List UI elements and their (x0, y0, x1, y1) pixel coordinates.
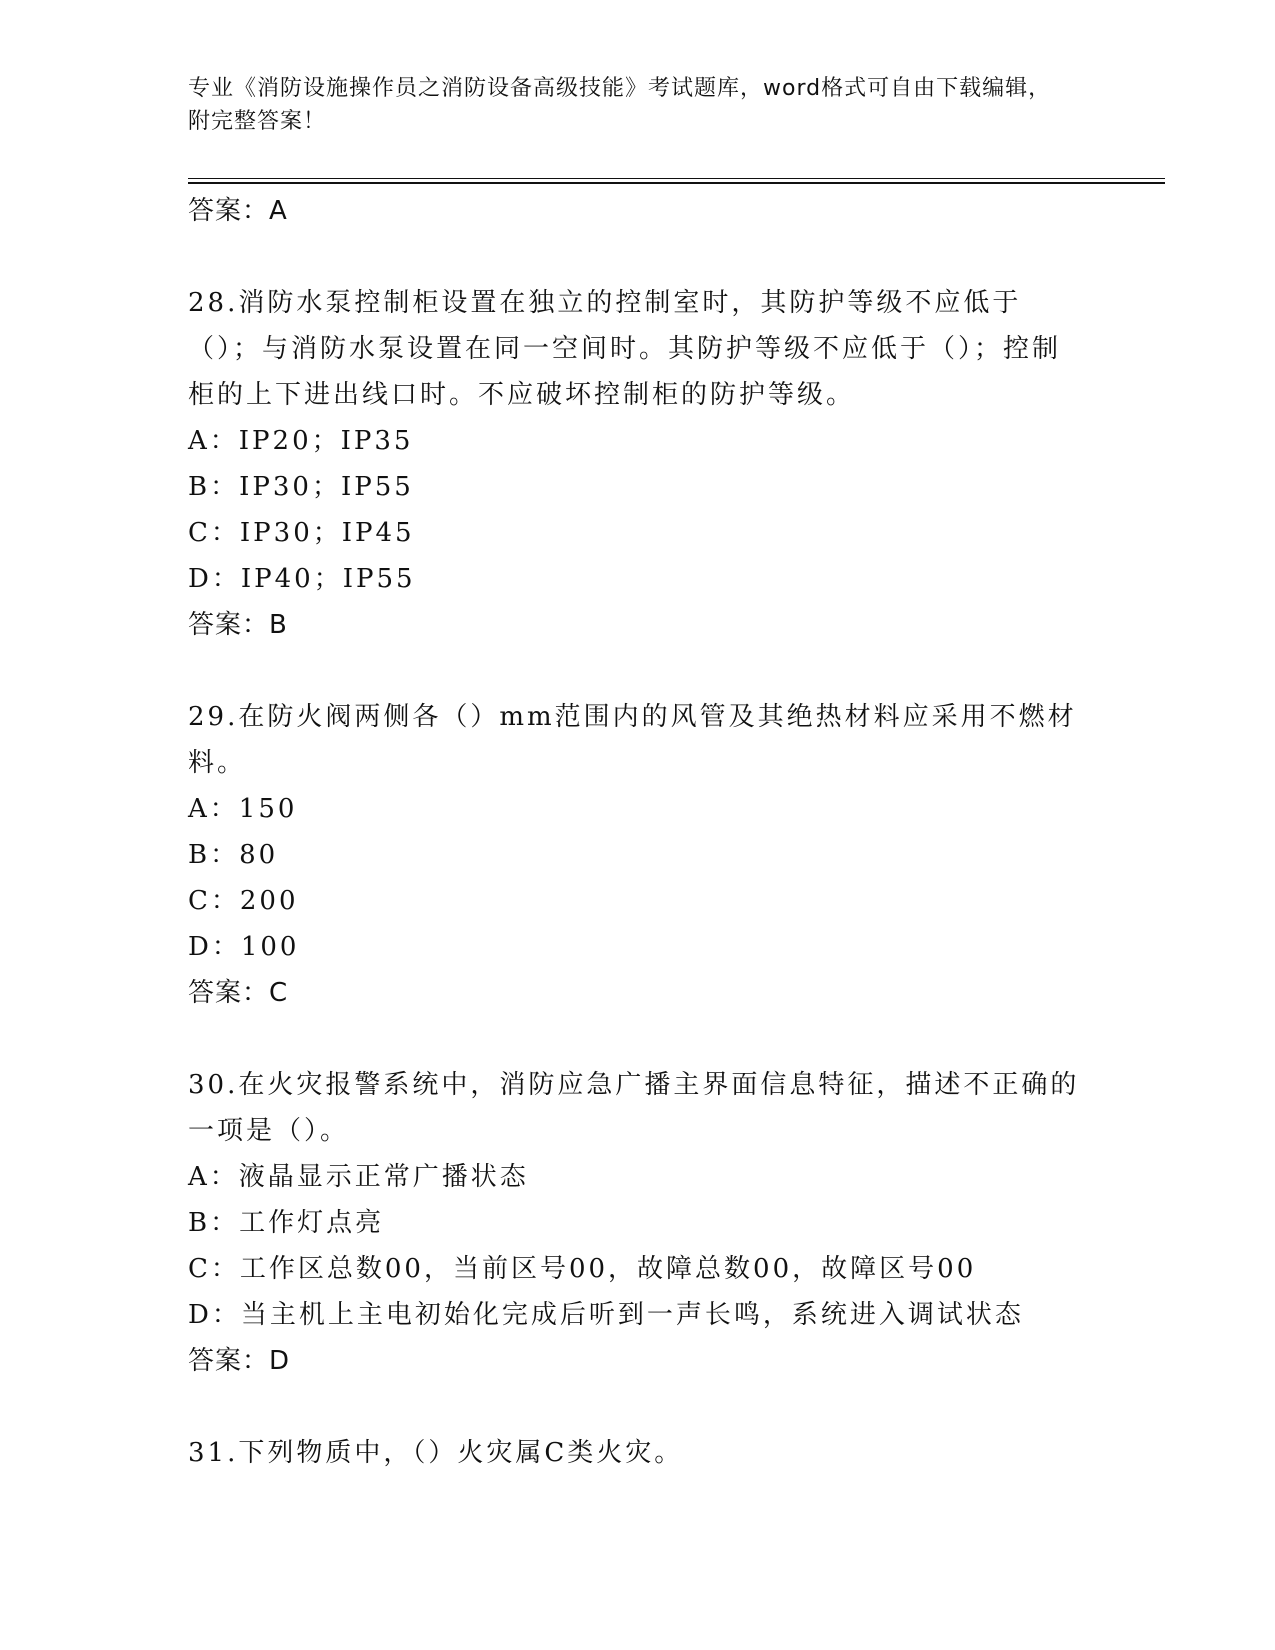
option-a: A：液晶显示正常广播状态 (188, 1162, 529, 1192)
question-30 (188, 1062, 1088, 1384)
option-d: D：当主机上主电初始化完成后听到一声长鸣，系统进入调试状态 (188, 1300, 1024, 1330)
answer-line: 答案：C (188, 978, 289, 1008)
question-text: 28.消防水泵控制柜设置在独立的控制室时，其防护等级不应低于（）；与消防水泵设置在同一空间时。其防护等级不应低于（）；控制柜的上下进出线口时。不应破坏控制柜的防护等级。 (188, 288, 1062, 410)
option-d: D：IP40；IP55 (188, 564, 416, 594)
option-a: A：150 (188, 794, 298, 824)
question-text: 31.下列物质中，（）火灾属C类火灾。 (188, 1438, 684, 1468)
spacer (188, 234, 1088, 280)
option-c: C：IP30；IP45 (188, 518, 415, 548)
option-c: C：工作区总数00，当前区号00，故障总数00，故障区号00 (188, 1254, 977, 1284)
question-text: 30.在火灾报警系统中，消防应急广播主界面信息特征，描述不正确的一项是（）。 (188, 1070, 1080, 1146)
option-b: B：IP30；IP55 (188, 472, 414, 502)
answer-line: 答案：B (188, 610, 288, 640)
page-header: 专业《消防设施操作员之消防设备高级技能》考试题库，word格式可自由下载编辑，附完整答案！ (188, 76, 1052, 134)
option-a: A：IP20；IP35 (188, 426, 414, 456)
spacer (188, 648, 1088, 694)
document-body (188, 188, 1088, 1476)
answer-line: 答案：A (188, 196, 288, 226)
option-c: C：200 (188, 886, 299, 916)
option-d: D：100 (188, 932, 300, 962)
answer-line: 答案：D (188, 1346, 291, 1376)
option-b: B：工作灯点亮 (188, 1208, 385, 1238)
question-text: 29.在防火阀两侧各（）mm范围内的风管及其绝热材料应采用不燃材料。 (188, 702, 1077, 778)
question-28 (188, 280, 1088, 648)
spacer (188, 1016, 1088, 1062)
question-31 (188, 1430, 1088, 1476)
spacer (188, 1384, 1088, 1430)
header-divider-thick (188, 182, 1165, 184)
option-b: B：80 (188, 840, 279, 870)
header-divider-thin (188, 178, 1165, 179)
question-29 (188, 694, 1088, 1016)
